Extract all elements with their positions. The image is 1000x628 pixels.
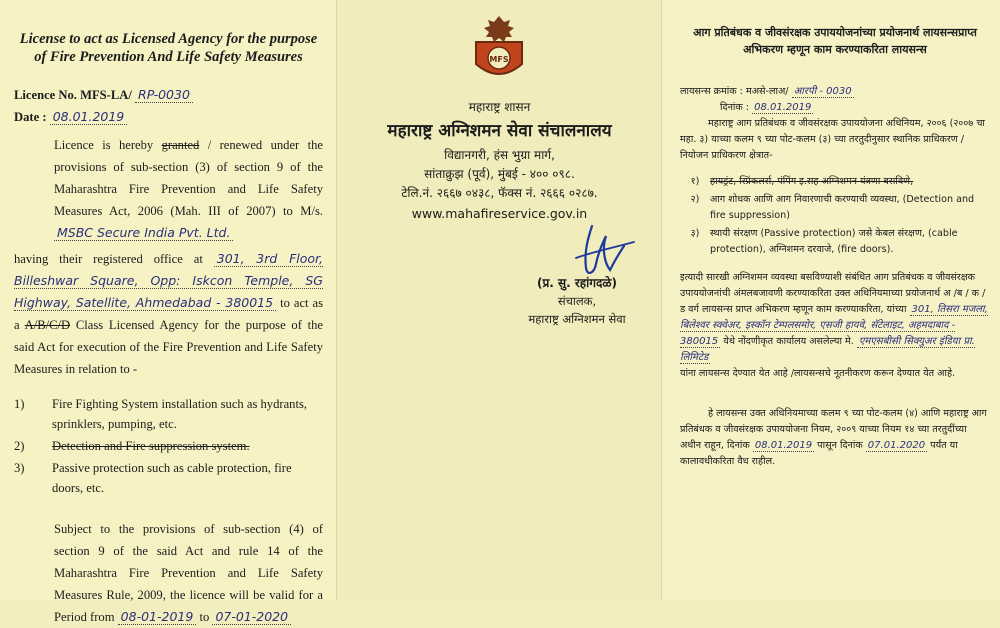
scope-list	[14, 394, 323, 498]
date-label: Date :	[14, 110, 47, 124]
list-item: १) हायड्रंट, स्प्रिंकलर्स, पंपिंग इ.सह अग्निशमन यंत्रणा बसविणे,	[690, 176, 914, 187]
list-item: ३) स्थायी संरक्षण (Passive protection) जसे केबल संरक्षण, (cable protection), अग्निशमन दरवाजे, (fire doors).	[690, 228, 958, 255]
list-item: 3) Passive protection such as cable protection, fire doors, etc.	[14, 461, 292, 495]
office-address: 301, 3rd Floor, Billeshwar Square, Opp: Iskcon Temple, SG Highway, Satellite, Ahmedabad - 380015	[14, 251, 323, 310]
mfs-emblem-icon	[468, 12, 530, 84]
website: www.mahafireservice.gov.in	[411, 206, 588, 221]
class-struck: A/B/C/D	[24, 318, 71, 332]
marathi-paragraph-4: हे लायसन्स उक्त अधिनियमाच्या कलम ९ च्या पोट-कलम (४) आणि महाराष्ट्र आग प्रतिबंधक व जीवसंरक्षक उपाययोजना नियम, २००९ याच्या नियम १४ च्या तरतुदींच्या अधीन राहून, दिनांक 08.01.2019 पासून दिनांक 07.01.2020 पर्यंत या कालावधीकरिता वैध राहील.	[680, 408, 987, 467]
signatory	[497, 274, 657, 328]
marathi-address: 301, तिसरा मजला, बिलेश्वर स्क्वेअर, इस्कॉन टेम्पलसमोर, एसजी हायवे, सॅटेलाइट, अहमदाबाद - 380015	[680, 304, 988, 347]
english-panel	[0, 0, 337, 624]
list-item: २) आग शोधक आणि आग निवारणाची करण्याची व्यवस्था, (Detection and fire suppression)	[690, 194, 975, 221]
marathi-paragraph-1: महाराष्ट्र आग प्रतिबंधक व जीवसंरक्षक उपाययोजना अधिनियम, २००६ (२००७ चा महा. ३) याच्या कलम ९ च्या पोट-कलम (३) च्या तरतुदीनुसार स्थानिक प्राधिकरण / नियोजन प्राधिकरण क्षेत्रात-	[680, 118, 985, 161]
marathi-licence-line: लायसन्स क्रमांक : मअसे-लाअ/ आरपी - 0030	[680, 86, 852, 97]
marathi-licence-number: आरपी - 0030	[793, 86, 852, 97]
signatory-title: संचालक,	[557, 294, 597, 308]
emblem-text: MFS	[489, 55, 509, 64]
licence-number-line	[14, 84, 323, 106]
signatory-name: (प्र. सु. रहांगदळे)	[536, 276, 618, 290]
valid-to: 07-01-2020	[212, 609, 291, 625]
marathi-paragraph-3: यांना लायसन्स देण्यात येत आहे /लायसन्सचे नूतनीकरण करून देण्यात येत आहे.	[680, 368, 956, 379]
date-line	[14, 106, 323, 128]
marathi-date: 08.01.2019	[754, 102, 812, 113]
signatory-department: महाराष्ट्र अग्निशमन सेवा	[528, 312, 626, 326]
granted-struck: granted	[161, 138, 200, 152]
validity-paragraph: Subject to the provisions of sub-section (4) of section 9 of the said Act and rule 14 of the Maharashtra Fire Prevention and Life Safety Measures Rule, 2009, the licence will be valid for a Period from 08-01-2019 to 07-01-2020	[54, 522, 323, 624]
letterhead-panel	[337, 0, 662, 600]
licence-date: 08.01.2019	[50, 109, 128, 125]
valid-from: 08-01-2019	[118, 609, 197, 625]
marathi-valid-to: 07.01.2020	[867, 440, 926, 451]
list-item: 2) Detection and Fire suppression system.	[14, 439, 250, 453]
licence-number: RP-0030	[135, 87, 193, 103]
department-address: विद्यानगरी, हंस भुग्रा मार्ग, सांताक्रुझ (पूर्व), मुंबई - ४०० ०९८. टेलि.नं. २६६७ ०४३८, फॅक्स नं. २६६६ ०२८७.	[401, 148, 598, 200]
marathi-valid-from: 08.01.2019	[754, 440, 813, 451]
office-paragraph: having their registered office at 301, 3rd Floor, Billeshwar Square, Opp: Iskcon Temple, SG Highway, Satellite, Ahmedabad - 380015 to act as a A/B/C/D Class Licensed Agency for the purpose of the said Act for execution of the Fire Prevention and Life Safety Measures in relation to -	[14, 251, 323, 376]
marathi-date-line: दिनांक : 08.01.2019	[720, 102, 812, 113]
english-title: License to act as Licensed Agency for the purpose of Fire Prevention And Life Safety Measures	[19, 31, 318, 65]
grant-paragraph: Licence is hereby granted / renewed under the provisions of sub-section (3) of section 9 of the Maharashtra Fire Prevention and Life Safety Measures Act, 2006 (Mah. III of 2007) to M/s. MSBC Secure India Pvt. Ltd.	[54, 138, 323, 240]
marathi-panel	[662, 0, 1000, 600]
licence-number-label: Licence No. MFS-LA/	[14, 88, 132, 102]
list-item: 1) Fire Fighting System installation such as hydrants, sprinklers, pumping, etc.	[14, 397, 308, 431]
marathi-scope-list	[680, 174, 990, 258]
company-name: MSBC Secure India Pvt. Ltd.	[54, 225, 233, 241]
marathi-company-name: एमएसबीसी सिक्युअर इंडिया प्रा. लिमिटेड	[680, 336, 975, 363]
marathi-title: आग प्रतिबंधक व जीवसंरक्षक उपाययोजनांच्या प्रयोजनार्थ लायसन्सप्राप्त अभिकरण म्हणून काम करण्याकरिता लायसन्स	[693, 26, 977, 56]
department-name: महाराष्ट्र अग्निशमन सेवा संचालनालय	[387, 121, 612, 141]
marathi-paragraph-2: इत्यादी सारखी अग्निशमन व्यवस्था बसविण्याशी संबंधित आग प्रतिबंधक व जीवसंरक्षक उपाययोजनांची अंमलबजावणी करण्याकरिता उक्त अधिनियमाच्या प्रयोजनार्थ अ /ब / क / ड वर्ग लायसन्स प्राप्त अभिकरण म्हणून काम करण्याकरिता, यांच्या 301, तिसरा मजला, बिलेश्वर स्क्वेअर, इस्कॉन टेम्पलसमोर, एसजी हायवे, सॅटेलाइट, अहमदाबाद - 380015 येथे नोंदणीकृत कार्यालय असलेल्या मे. एमएसबीसी सिक्युअर इंडिया प्रा. लिमिटेड	[680, 272, 988, 363]
government-line: महाराष्ट्र शासन	[468, 100, 531, 114]
